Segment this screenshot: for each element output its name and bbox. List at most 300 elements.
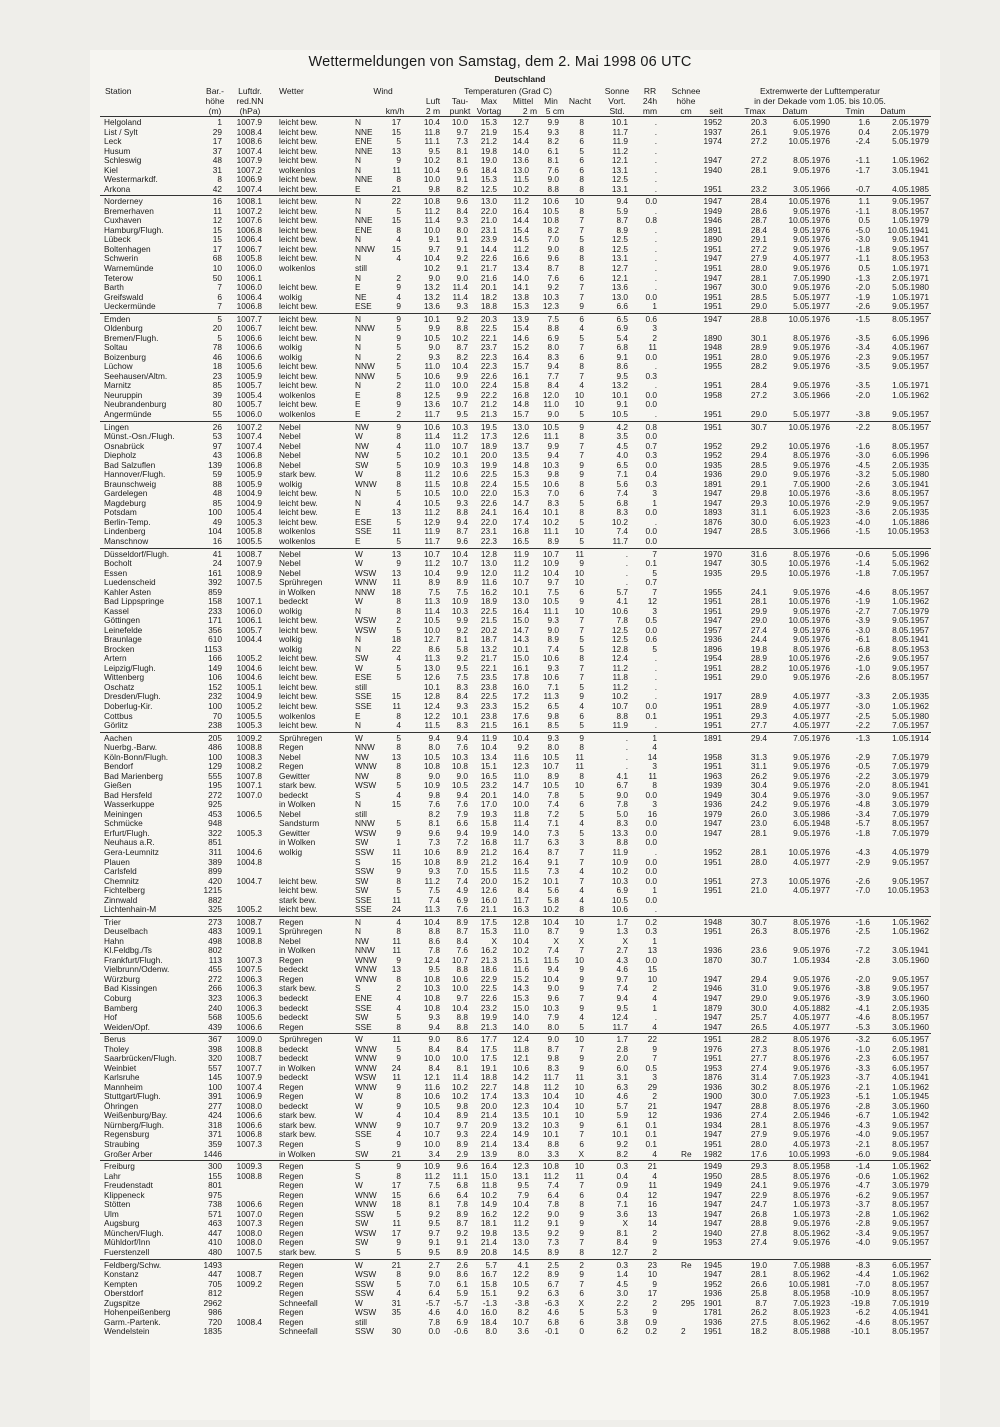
mean-temp-cell: 12.7 xyxy=(512,117,529,127)
precipitation-cell: 0.8 xyxy=(645,215,657,226)
wind-direction-cell: N xyxy=(355,313,361,324)
wind-speed-cell: 18 xyxy=(391,1199,401,1210)
night-min-cell: 5 xyxy=(579,332,584,343)
night-min-cell: 8 xyxy=(579,770,584,781)
altitude-cell: 439 xyxy=(208,1021,222,1032)
mean-temp-cell: 10.6 xyxy=(512,1062,529,1073)
wind-speed-cell: 8 xyxy=(396,770,401,781)
tmax-date-cell: 8.05.1976 xyxy=(793,1189,830,1200)
max-temp-cell: 22.3 xyxy=(480,535,497,546)
mean-temp-cell: 13.4 xyxy=(512,1139,529,1149)
table-row xyxy=(0,886,1000,896)
max-temp-cell: 17.3 xyxy=(480,431,497,442)
tmax-cell: 27.2 xyxy=(750,389,767,400)
altitude-cell: 48 xyxy=(212,155,222,166)
dewpoint-header-1: Tau- xyxy=(451,96,469,106)
wind-direction-cell: SW xyxy=(355,459,369,470)
pressure-cell: 1009.0 xyxy=(236,1034,262,1045)
pressure-cell: 1008.0 xyxy=(236,1237,262,1248)
wind-direction-cell: WSW xyxy=(355,780,377,791)
record-since-cell: 1951 xyxy=(703,605,722,616)
tmin-date-cell: 9.05.1984 xyxy=(892,1148,929,1159)
weather-cell: leicht bew. xyxy=(279,497,318,508)
region-header: Deutschland xyxy=(494,74,546,84)
tmin-cell: -2.4 xyxy=(855,136,870,147)
record-since-cell: 1936 xyxy=(703,799,722,810)
min-temp-cell: 8.4 xyxy=(547,380,559,391)
dew-point-cell: 9.7 xyxy=(456,993,468,1003)
wind-direction-cell: N xyxy=(355,351,361,362)
altitude-cell: 70 xyxy=(212,710,222,721)
air-temp-cell: 9.5 xyxy=(428,1218,440,1229)
weather-cell: Regen xyxy=(279,954,304,965)
altitude-cell: 705 xyxy=(208,1278,222,1289)
station-name-cell: Boizenburg xyxy=(104,351,146,362)
pressure-cell: 1005.3 xyxy=(236,516,262,527)
wind-speed-cell: 9 xyxy=(396,1161,401,1172)
wind-speed-cell: 11 xyxy=(392,1072,401,1083)
weather-cell: Regen xyxy=(279,916,304,927)
air-temp-cell: 6.6 xyxy=(428,1189,440,1200)
min-temp-cell: 11.7 xyxy=(543,1072,559,1083)
air-temp-cell: 8.9 xyxy=(428,577,440,588)
weather-cell: leicht bew. xyxy=(279,488,318,499)
altitude-cell: 104 xyxy=(208,526,222,537)
air-temp-cell: 12.7 xyxy=(423,634,440,645)
sunshine-cell: 11.9 xyxy=(612,847,628,857)
tmin-date-cell: 1.05.1962 xyxy=(892,389,929,400)
record-since-cell: 1951 xyxy=(703,710,722,721)
tmax-date-cell: 7.05.1988 xyxy=(793,1259,830,1270)
tmin-date-cell: 8.05.1957 xyxy=(892,1278,929,1289)
tmin-cell: 0.5 xyxy=(858,263,870,273)
snow-header-3: cm xyxy=(680,106,692,116)
sunshine-cell: 8.8 xyxy=(616,710,628,721)
max-temp-cell: 21.2 xyxy=(480,399,497,410)
night-min-cell: 9 xyxy=(579,732,584,743)
table-row xyxy=(0,1054,1000,1064)
mean-temp-cell: 14.5 xyxy=(512,234,529,245)
sunshine-cell: 13.1 xyxy=(611,183,628,194)
tmax-date-cell: 10.05.1976 xyxy=(788,615,830,626)
min-temp-cell: 8.9 xyxy=(547,770,559,781)
weather-cell: Nebel xyxy=(279,421,301,432)
dew-point-cell: 6.6 xyxy=(456,818,468,829)
max-temp-cell: 20.9 xyxy=(480,1119,497,1130)
min-temp-cell: 9.0 xyxy=(547,243,559,254)
station-name-cell: Hof xyxy=(104,1012,117,1023)
weather-cell: bedeckt xyxy=(279,993,309,1003)
night-min-cell: 10 xyxy=(574,1161,584,1172)
altitude-cell: 398 xyxy=(208,1043,222,1054)
station-name-cell: Ueckermünde xyxy=(104,301,156,312)
night-min-cell: 10 xyxy=(574,567,584,578)
night-min-cell: 9 xyxy=(579,1002,584,1013)
air-temp-cell: 11.4 xyxy=(424,605,440,616)
min-temp-cell: 7.0 xyxy=(547,234,559,245)
min-temp-cell: 5.8 xyxy=(547,894,559,905)
tmin-date-cell: 8.05.1957 xyxy=(892,488,929,499)
tmax-date-cell: 9.05.1976 xyxy=(793,1237,830,1248)
precipitation-cell: 0.2 xyxy=(645,916,657,927)
wind-direction-cell: NW xyxy=(355,935,369,946)
tmax-date-cell: 6.05.1990 xyxy=(793,117,830,127)
dew-point-cell: 7.4 xyxy=(456,875,468,886)
precipitation-cell: 0.1 xyxy=(645,558,657,569)
precipitation-cell: 12 xyxy=(647,1189,657,1200)
night-min-cell: 6 xyxy=(579,1189,584,1200)
wind-direction-cell: WSW xyxy=(355,615,377,626)
tmin-date-cell: 9.05.1957 xyxy=(892,351,929,362)
weather-cell: stark bew. xyxy=(279,780,317,791)
min-temp-cell: 4.6 xyxy=(547,1307,559,1318)
wind-direction-cell: WNW xyxy=(355,1199,377,1210)
tmax-date-cell: 4.05.1882 xyxy=(793,1002,830,1013)
night-min-cell: 5 xyxy=(579,808,584,819)
tmin-date-cell: 10.05.1953 xyxy=(887,526,929,537)
wind-direction-cell: SSW xyxy=(355,866,374,877)
air-temp-cell: 10.2 xyxy=(423,450,440,461)
air-temp-cell: 9.8 xyxy=(428,183,440,194)
min-temp-cell: 7.5 xyxy=(547,313,559,324)
snow-header-1: Schnee xyxy=(671,86,701,96)
max-temp-cell: 17.5 xyxy=(480,1053,497,1064)
min-temp-cell: 8.7 xyxy=(547,847,559,857)
record-since-cell: 1949 xyxy=(703,789,722,800)
station-name-cell: Potsdam xyxy=(104,507,137,518)
min-temp-cell: 10.3 xyxy=(542,291,559,302)
wind-speed-cell: 5 xyxy=(396,136,401,147)
station-name-cell: Doberlug-Kir. xyxy=(104,701,153,711)
wind-direction-cell: SSW xyxy=(355,847,374,857)
wind-speed-cell: 9 xyxy=(396,1100,401,1111)
wind-direction-cell: W xyxy=(355,1297,363,1308)
table-row xyxy=(0,489,1000,499)
max-temp-cell: 19.1 xyxy=(480,1062,497,1073)
air-temp-cell: 7.4 xyxy=(428,894,440,905)
tmin-cell: -4.1 xyxy=(855,1002,870,1013)
weather-cell: Schneefall xyxy=(279,1326,318,1337)
station-name-cell: Wendelstein xyxy=(104,1326,150,1337)
station-name-cell: Münst.-Osn./Flugh. xyxy=(104,431,175,442)
mean-temp-cell: 14.0 xyxy=(512,789,529,800)
snow-header-2: höhe xyxy=(676,96,696,106)
night-min-cell: 8 xyxy=(579,904,584,915)
table-row xyxy=(0,753,1000,763)
sun-header-1: Sonne xyxy=(604,86,630,96)
wind-speed-cell: 5 xyxy=(396,459,401,470)
night-min-cell: 4 xyxy=(579,885,584,896)
night-min-cell: 6 xyxy=(579,351,584,362)
max-temp-cell: 22.1 xyxy=(480,662,497,673)
max-temp-cell: 22.5 xyxy=(480,983,497,994)
tmax-cell: 28.8 xyxy=(750,1100,767,1111)
precipitation-cell: . xyxy=(654,653,657,664)
wind-direction-cell: E xyxy=(355,409,361,419)
station-name-cell: Marnitz xyxy=(104,380,132,391)
dew-point-cell: 6.9 xyxy=(456,894,468,905)
pressure-cell: 1008.7 xyxy=(236,916,262,927)
tmax-date-cell: 4.05.1977 xyxy=(793,691,830,702)
table-row xyxy=(0,1064,1000,1074)
station-name-cell: Erfurt/Flugh. xyxy=(104,827,150,838)
record-since-cell: 1967 xyxy=(703,282,722,293)
tmax-date-cell: 10.05.1981 xyxy=(788,1278,830,1289)
tmin-cell: -2.2 xyxy=(855,421,870,432)
record-since-cell: 1947 xyxy=(703,1189,722,1200)
tmax-cell: 29.0 xyxy=(750,469,767,480)
tmax-cell: 25.7 xyxy=(750,1012,767,1023)
precipitation-cell: 2 xyxy=(652,1246,657,1257)
record-since-cell: 1951 xyxy=(703,875,722,886)
precipitation-cell: 0.3 xyxy=(645,926,657,937)
tmin-cell: -3.0 xyxy=(855,624,870,635)
max-temp-cell: 23.7 xyxy=(480,342,497,353)
tmax-cell: 23.2 xyxy=(750,183,767,194)
air-temp-cell: 9.3 xyxy=(428,1012,440,1023)
record-since-cell: 1951 xyxy=(703,1053,722,1064)
max-temp-cell: 23.9 xyxy=(480,234,497,245)
table-row xyxy=(0,1210,1000,1220)
tmax-cell: 26.3 xyxy=(750,926,767,937)
sunshine-cell: 5.9 xyxy=(616,1110,628,1121)
mean-temp-cell: 15.2 xyxy=(512,875,529,886)
max-temp-cell: 21.7 xyxy=(480,263,497,273)
weather-cell: Regen xyxy=(279,761,304,772)
tmin-date-cell: 9.05.1957 xyxy=(892,361,929,372)
altitude-cell: 322 xyxy=(208,827,222,838)
station-name-cell: Zugspitze xyxy=(104,1297,140,1308)
pressure-cell: 1006.0 xyxy=(236,605,262,616)
wind-speed-cell: 5 xyxy=(396,488,401,499)
tmin-date-cell: 8.05.1957 xyxy=(892,818,929,829)
table-row xyxy=(0,410,1000,420)
mean-temp-cell: 10.4 xyxy=(512,1199,529,1210)
max-temp-cell: 22.1 xyxy=(480,332,497,343)
altitude-cell: 113 xyxy=(208,954,222,965)
altitude-cell: 571 xyxy=(208,1208,222,1219)
wind-direction-cell: WNW xyxy=(355,954,377,965)
mean-temp-cell: 14.0 xyxy=(512,1012,529,1023)
night-min-cell: 4 xyxy=(579,818,584,829)
station-name-cell: Oldenburg xyxy=(104,323,143,334)
altitude-cell: 97 xyxy=(212,440,222,451)
precipitation-cell: 21 xyxy=(647,1100,657,1111)
max-temp-cell: 16.2 xyxy=(480,586,497,597)
wind-direction-cell: N xyxy=(355,342,361,353)
station-name-cell: Kassel xyxy=(104,605,129,616)
station-name-cell: Lingen xyxy=(104,421,129,432)
precipitation-cell: 0.2 xyxy=(645,1326,657,1337)
night-min-cell: 5 xyxy=(579,145,584,156)
sunshine-cell: . xyxy=(625,548,628,559)
tmin-date-cell: 5.05.1980 xyxy=(892,469,929,480)
weather-cell: Regen xyxy=(279,1307,304,1318)
altitude-cell: 273 xyxy=(208,916,222,927)
record-since-cell: 1951 xyxy=(703,672,722,683)
weather-cell: leicht bew. xyxy=(279,904,318,915)
wind-direction-cell: WNW xyxy=(355,1189,377,1200)
tmax-cell: 27.3 xyxy=(750,1043,767,1054)
tmax-cell: 27.4 xyxy=(750,1110,767,1121)
air-temp-cell: 8.6 xyxy=(428,643,440,654)
mean-temp-cell: 11.8 xyxy=(513,808,529,819)
air-temp-cell: 4.6 xyxy=(428,1307,440,1318)
pressure-cell: 1008.7 xyxy=(236,1269,262,1280)
min-temp-cell: 9.0 xyxy=(547,1034,559,1045)
air-temp-cell: 8.1 xyxy=(428,818,440,829)
sunshine-cell: 10.1 xyxy=(611,1129,628,1140)
wind-direction-cell: S xyxy=(355,1161,361,1172)
max-temp-cell: 15.3 xyxy=(480,117,497,127)
night-min-cell: 11 xyxy=(575,548,584,559)
tmax-cell: 27.7 xyxy=(750,1053,767,1064)
tmin-date-cell: 7.05.1957 xyxy=(892,720,929,731)
wind-speed-cell: 35 xyxy=(391,1307,401,1318)
sunshine-cell: 10.3 xyxy=(611,875,628,886)
precipitation-cell: . xyxy=(654,164,657,175)
night-min-cell: 7 xyxy=(579,624,584,635)
wind-speed-cell: 4 xyxy=(396,916,401,927)
weather-cell: stark bew. xyxy=(279,1246,317,1257)
air-temp-cell: 12.2 xyxy=(423,710,440,721)
precipitation-cell: . xyxy=(654,380,657,391)
min-temp-cell: 7.3 xyxy=(547,866,559,877)
precipitation-cell: 4 xyxy=(652,742,657,753)
tmin-cell: -2.8 xyxy=(855,954,870,965)
wind-direction-cell: N xyxy=(355,272,361,283)
night-min-cell: 7 xyxy=(579,672,584,683)
dew-point-cell: 9.0 xyxy=(456,770,468,781)
weather-cell: Regen xyxy=(279,1288,304,1299)
weather-cell: Schneefall xyxy=(279,1297,318,1308)
tmin-cell: -1.0 xyxy=(855,662,870,673)
air-temp-cell: 10.4 xyxy=(423,916,440,927)
mean-temp-cell: 8.4 xyxy=(517,885,529,896)
tmin-cell: -2.3 xyxy=(855,351,870,362)
station-name-cell: Husum xyxy=(104,145,131,156)
night-header: Nacht xyxy=(568,96,592,106)
record-since-cell: 1979 xyxy=(703,808,722,819)
weather-cell: bedeckt xyxy=(279,1053,309,1064)
table-row xyxy=(0,334,1000,344)
sunshine-cell: 4.0 xyxy=(616,450,628,461)
precipitation-cell: 10 xyxy=(647,1269,657,1280)
tmin-cell: -4.6 xyxy=(855,586,870,597)
max-temp-cell: 21.2 xyxy=(480,856,497,867)
wind-speed-cell: 4 xyxy=(396,291,401,302)
tmin-date-cell: 8.05.1957 xyxy=(892,1199,929,1210)
tmax-cell: 30.0 xyxy=(750,516,767,527)
night-min-cell: 4 xyxy=(579,866,584,877)
altitude-cell: 802 xyxy=(208,945,222,956)
tmax-date-cell: 8.05.1958 xyxy=(793,1288,830,1299)
tmax-cell: 24.2 xyxy=(750,799,767,810)
tmin-date-cell: 3.05.1941 xyxy=(892,164,929,175)
max-temp-cell: 20.0 xyxy=(480,450,497,461)
wind-speed-cell: 17 xyxy=(391,1227,401,1238)
night-min-cell: 10 xyxy=(574,1091,584,1102)
weather-cell: wolkenlos xyxy=(279,263,316,273)
min-temp-cell: 10.1 xyxy=(542,1129,559,1140)
pressure-cell: 1008.8 xyxy=(236,935,262,946)
pressure-cell: 1007.4 xyxy=(236,145,262,156)
mean-temp-cell: 11.7 xyxy=(513,894,529,905)
tmin-cell: -1.1 xyxy=(855,205,870,216)
tmin-date-cell: 9.05.1957 xyxy=(892,615,929,626)
night-min-cell: 8 xyxy=(579,361,584,372)
tmax-cell: 24.1 xyxy=(750,586,767,597)
sunshine-cell: . xyxy=(625,558,628,569)
mean-temp-cell: 11.8 xyxy=(513,1043,529,1054)
air-temp-cell: 11.9 xyxy=(424,526,440,537)
min-temp-cell: 7.3 xyxy=(547,1237,559,1248)
weather-cell: Regen xyxy=(279,1199,304,1210)
tmax-date-cell: 8.05.1962 xyxy=(793,1316,830,1327)
weather-cell: wolkig xyxy=(279,342,303,353)
dew-point-cell: 9.4 xyxy=(456,516,468,527)
precipitation-cell: 0.0 xyxy=(645,507,657,518)
mean-temp-cell: 15.2 xyxy=(512,973,529,984)
air-temp-cell: 11.7 xyxy=(424,409,440,419)
record-since-cell: 1958 xyxy=(703,389,722,400)
sunshine-cell: 5.9 xyxy=(616,205,628,216)
mean-temp-cell: 15.7 xyxy=(512,361,529,372)
night-min-cell: 9 xyxy=(579,1119,584,1130)
wind-direction-cell: N xyxy=(355,916,361,927)
night-min-cell: 9 xyxy=(579,301,584,312)
wind-direction-cell: NNW xyxy=(355,742,375,753)
min-temp-cell: 10.8 xyxy=(542,215,559,226)
night-min-cell: 6 xyxy=(579,1139,584,1149)
weather-cell: leicht bew. xyxy=(279,399,318,410)
air-temp-cell: 10.5 xyxy=(423,615,440,626)
tmax-date-cell: 5.05.1977 xyxy=(793,291,830,302)
tmin-date-cell: 9.05.1957 xyxy=(892,856,929,867)
station-name-cell: Seehausen/Altm. xyxy=(104,370,168,381)
record-since-cell: 1949 xyxy=(703,205,722,216)
dew-point-cell: 10.3 xyxy=(451,421,468,432)
table-row xyxy=(0,721,1000,731)
dew-point-cell: 6.4 xyxy=(456,1189,468,1200)
mean-temp-cell: 14.0 xyxy=(512,827,529,838)
wind-direction-cell: SSE xyxy=(355,1021,372,1032)
table-row xyxy=(0,626,1000,636)
tmax-cell: 24.4 xyxy=(750,634,767,645)
sunshine-cell: 6.5 xyxy=(616,459,628,470)
tmin-date-cell: 3.05.1941 xyxy=(892,945,929,956)
air-temp-cell: 7.3 xyxy=(428,837,440,848)
weather-cell: Regen xyxy=(279,1189,304,1200)
altitude-cell: 43 xyxy=(212,450,222,461)
wind-direction-cell: N xyxy=(355,380,361,391)
max-header-1: Max xyxy=(480,96,498,106)
altitude-cell: 18 xyxy=(212,361,222,372)
tmax-cell: 30.5 xyxy=(750,558,767,569)
tmax-date-cell: 7.05.1900 xyxy=(793,478,830,489)
night-min-cell: X xyxy=(578,1148,584,1159)
tmin-date-cell: 8.05.1953 xyxy=(892,643,929,654)
air-temp-cell: 12.6 xyxy=(423,672,440,683)
record-since-cell: 1936 xyxy=(703,634,722,645)
weather-cell: Regen xyxy=(279,1021,304,1032)
dew-point-cell: 9.6 xyxy=(456,1161,468,1172)
weather-cell: leicht bew. xyxy=(279,117,318,127)
dew-point-cell: 9.3 xyxy=(456,497,468,508)
tmax-date-cell: 9.05.1976 xyxy=(793,243,830,254)
wind-direction-cell: W xyxy=(355,1091,363,1102)
tmin-date-cell: 3.05.1979 xyxy=(892,1180,929,1191)
